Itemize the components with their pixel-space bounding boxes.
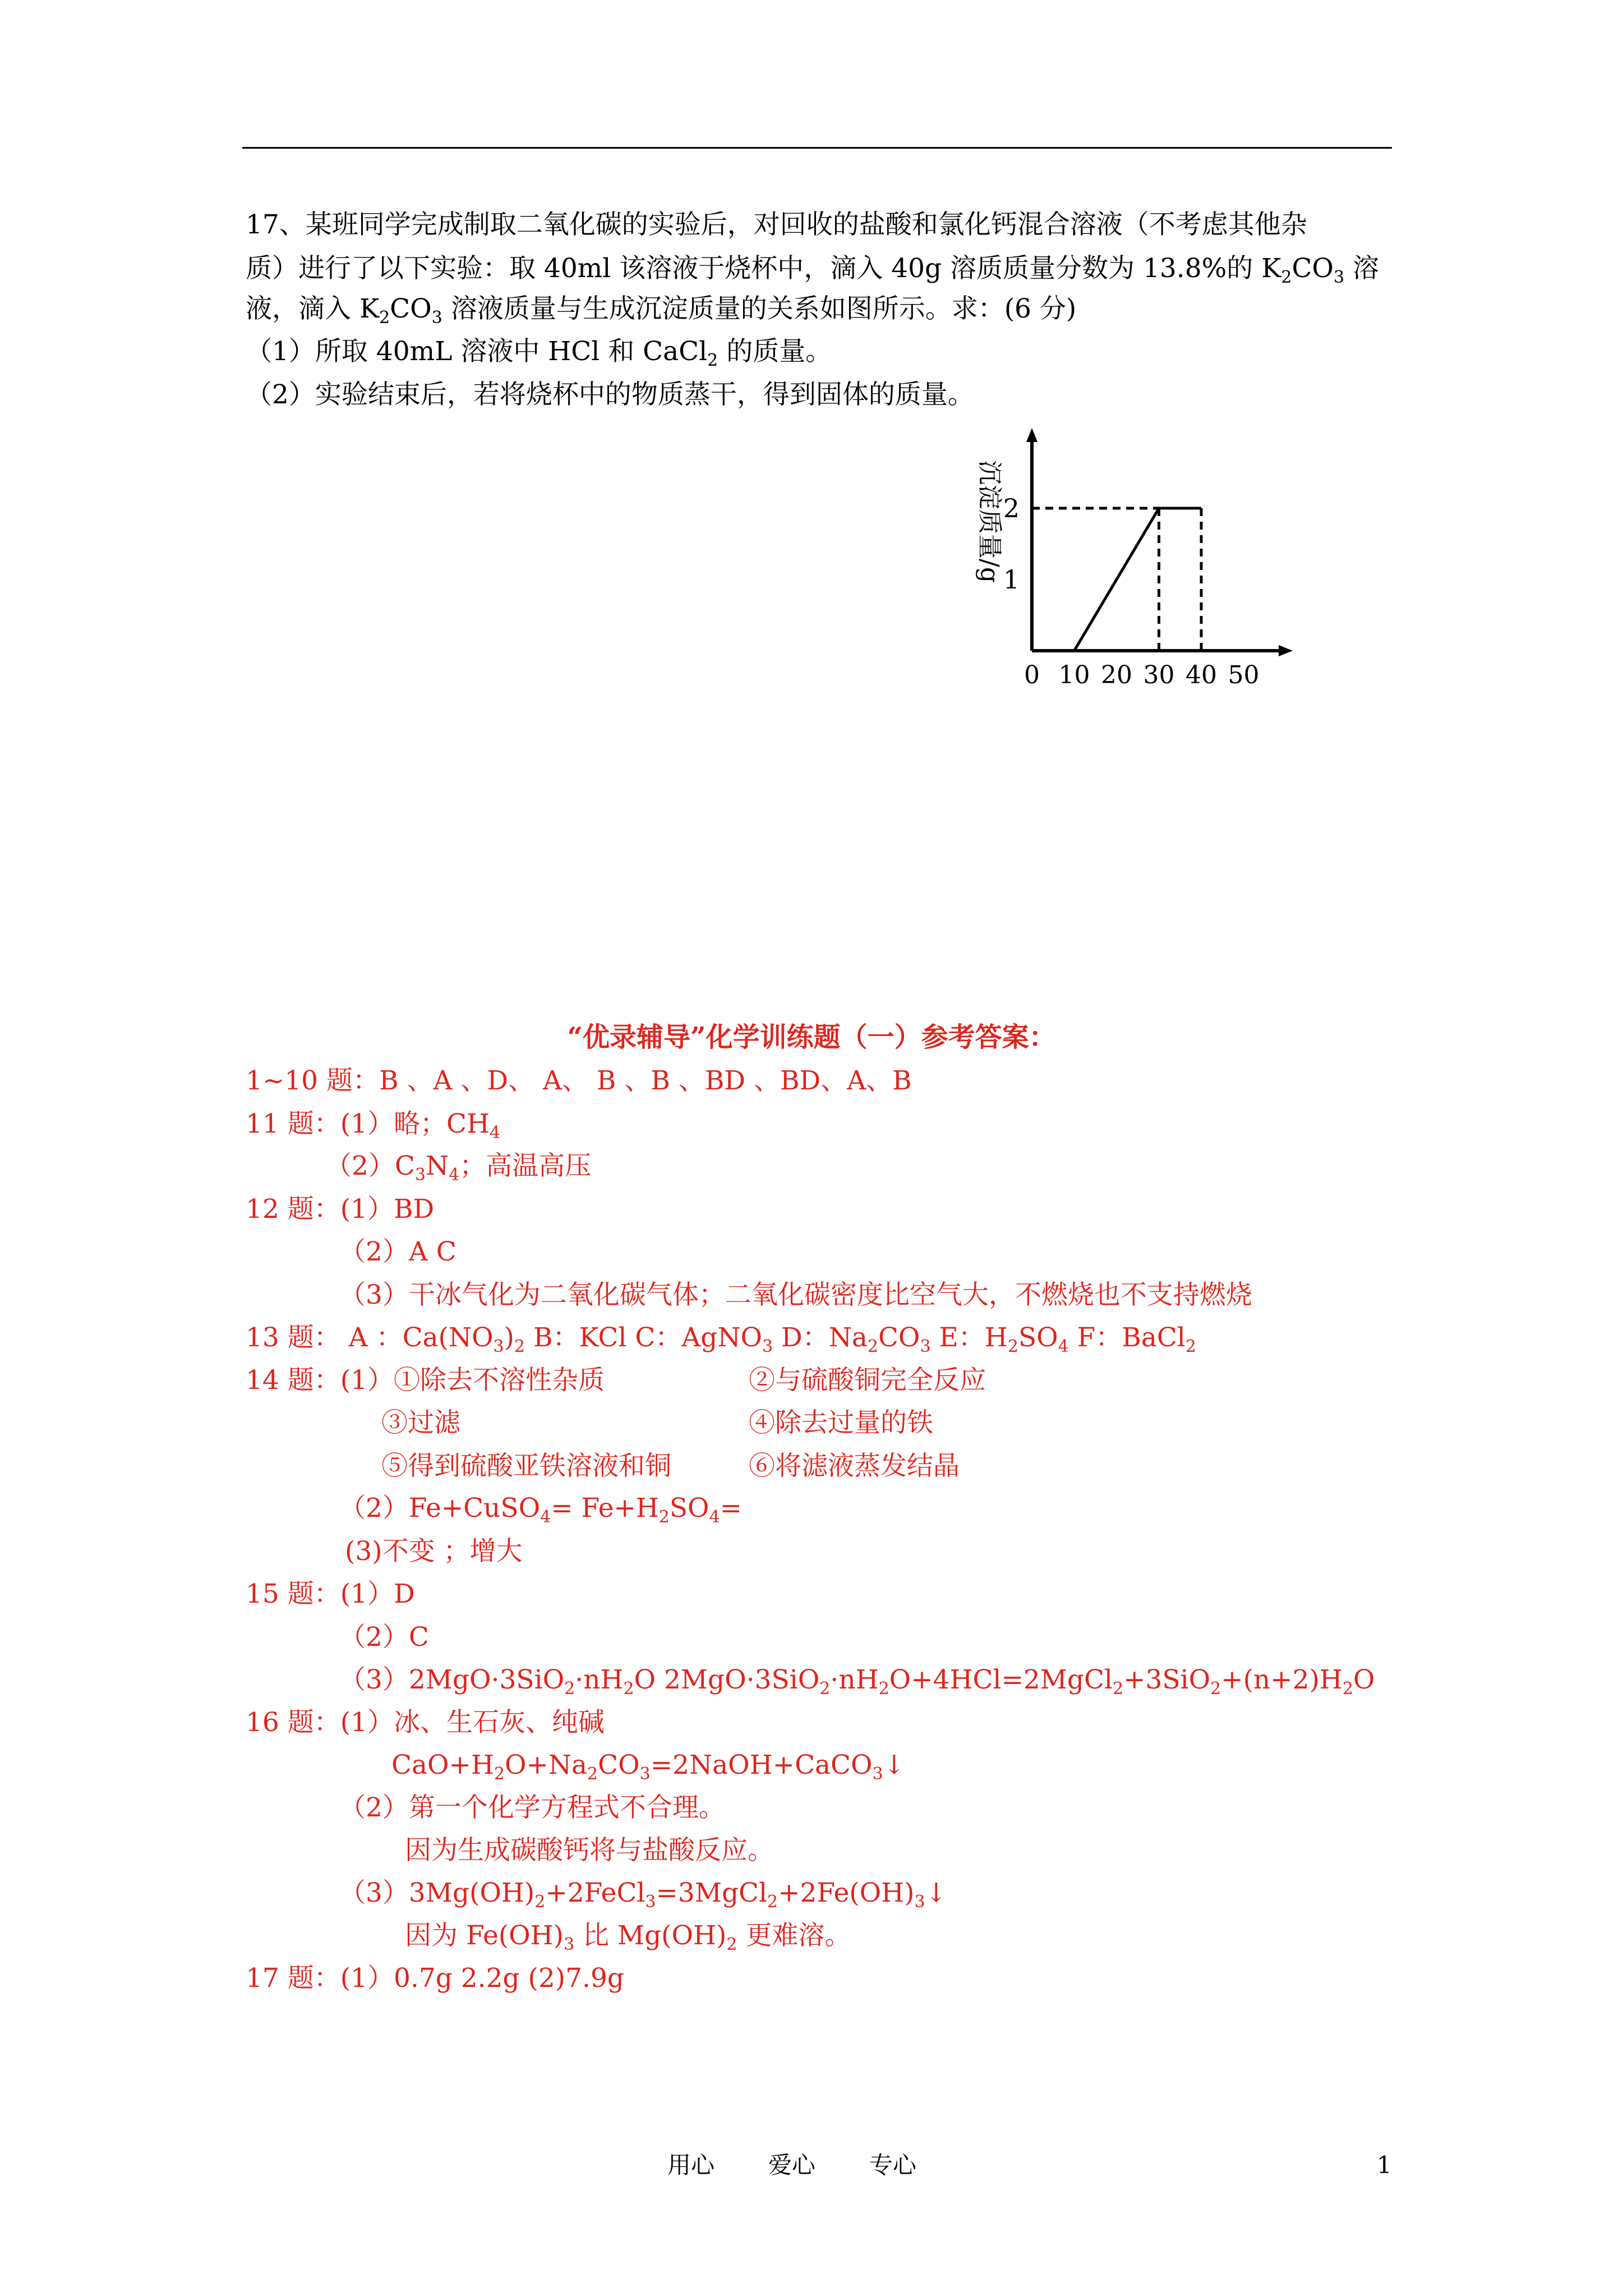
y-axis-arrow bbox=[1026, 428, 1038, 442]
question-line-3: 液，滴入 $K_2CO_3$ 溶液质量与生成沉淀质量的关系如图所示。求：(6 分) bbox=[246, 293, 1077, 328]
precipitate-chart bbox=[953, 426, 1301, 696]
y-axis-label: 沉淀质量/g bbox=[975, 460, 1004, 583]
answer-14-2: （2）Fe+CuSO$_4$= $Fe+H_2SO_4=$ bbox=[339, 1493, 743, 1527]
page-number: 1 bbox=[1377, 2151, 1392, 2179]
footer-motto-2: 爱心 bbox=[768, 2151, 816, 2179]
answer-14-1e: ⑤得到硫酸亚铁溶液和铜 bbox=[381, 1451, 671, 1481]
series-line-0 bbox=[1075, 508, 1202, 651]
y-tick-label-2: 2 bbox=[1003, 493, 1020, 523]
answer-1-10: 1~10 题：B 、A 、D、 A、 B 、B 、BD 、BD、A、B bbox=[246, 1065, 912, 1096]
answer-15-1: 15 题：(1）D bbox=[246, 1579, 415, 1609]
answer-16-equation: $CaO+H_2O+Na_2CO_3=2NaOH+CaCO_3↓$ bbox=[391, 1750, 906, 1784]
answer-16-3-reason: 因为 $Fe(OH)_3$ 比 $Mg(OH)_2$ 更难溶。 bbox=[405, 1920, 851, 1954]
answer-14-1f: ⑥将滤液蒸发结晶 bbox=[749, 1451, 960, 1481]
answer-13: 13 题： A ：$Ca(NO_3)_2$ B：KCl C：AgNO$_3$ D：$Na_2CO_3$ E：$H_2SO_4$ F：BaCl$_2$ bbox=[246, 1322, 1196, 1356]
answer-15-2: （2）C bbox=[339, 1622, 429, 1653]
question-sub-1: （1）所取 40mL 溶液中 HCl 和 CaCl$_2$ 的质量。 bbox=[246, 336, 832, 370]
answer-16-3: $(3)3Mg(OH)_2+2FeCl_3=3MgCl_2+2Fe(OH)_3↓$ bbox=[339, 1878, 947, 1912]
answer-12-3: （3）干冰气化为二氧化碳气体；二氧化碳密度比空气大，不燃烧也不支持燃烧 bbox=[339, 1280, 1252, 1310]
x-tick-label-10: 10 bbox=[1058, 661, 1090, 689]
y-tick-label-1: 1 bbox=[1003, 564, 1020, 595]
answer-17: 17 题：(1）0.7g 2.2g (2)7.9g bbox=[246, 1963, 624, 1994]
x-axis-arrow bbox=[1279, 645, 1293, 656]
x-tick-label-40: 40 bbox=[1186, 661, 1217, 689]
x-tick-label-20: 20 bbox=[1101, 661, 1132, 689]
answer-11-2: $(2)C_3N_4$；高温高压 bbox=[325, 1151, 592, 1185]
question-line-2: 质）进行了以下实验：取 40ml 该溶液于烧杯中，滴入 40g 溶质质量分数为 13.8%的 $K_2CO_3$ 溶 bbox=[246, 253, 1379, 287]
answer-14-1c: ③过滤 bbox=[381, 1407, 460, 1438]
answer-16-2: （2）第一个化学方程式不合理。 bbox=[339, 1792, 725, 1823]
answer-14-1d: ④除去过量的铁 bbox=[749, 1407, 933, 1438]
x-tick-label-30: 30 bbox=[1143, 661, 1175, 689]
answer-16-1: 16 题：(1）冰、生石灰、纯碱 bbox=[246, 1707, 605, 1738]
answer-11-1: 11 题：(1）略；$CH_4$ bbox=[246, 1108, 501, 1143]
answer-16-2-reason: 因为生成碳酸钙将与盐酸反应。 bbox=[405, 1835, 774, 1866]
answer-14-3: (3)不变 ；增大 bbox=[345, 1536, 523, 1567]
x-tick-label-0: 0 bbox=[1024, 661, 1040, 689]
answer-15-3: $(3)2MgO\cdot 3SiO_2\cdot nH_2O$ $2MgO\cdot 3SiO_2\cdot nH_2O+4HCl=2MgCl_2+3SiO_2+(n+2)H_2O$ bbox=[339, 1664, 1375, 1699]
answer-14-1a: 14 题：(1）①除去不溶性杂质 bbox=[246, 1365, 605, 1396]
footer-motto-1: 用心 bbox=[667, 2151, 715, 2179]
footer-motto-3: 专心 bbox=[869, 2151, 917, 2179]
question-line-1: 17、某班同学完成制取二氧化碳的实验后，对回收的盐酸和氯化钙混合溶液（不考虑其他杂 bbox=[246, 209, 1307, 240]
answer-12-1: 12 题：(1）BD bbox=[246, 1194, 435, 1225]
x-tick-label-50: 50 bbox=[1228, 661, 1260, 689]
question-sub-2: （2）实验结束后，若将烧杯中的物质蒸干，得到固体的质量。 bbox=[246, 379, 974, 410]
answer-12-2: （2）A C bbox=[339, 1236, 457, 1267]
answers-title: “优录辅导”化学训练题（一）参考答案： bbox=[567, 1022, 1056, 1053]
header-rule bbox=[242, 147, 1392, 149]
answer-14-1b: ②与硫酸铜完全反应 bbox=[749, 1365, 986, 1396]
